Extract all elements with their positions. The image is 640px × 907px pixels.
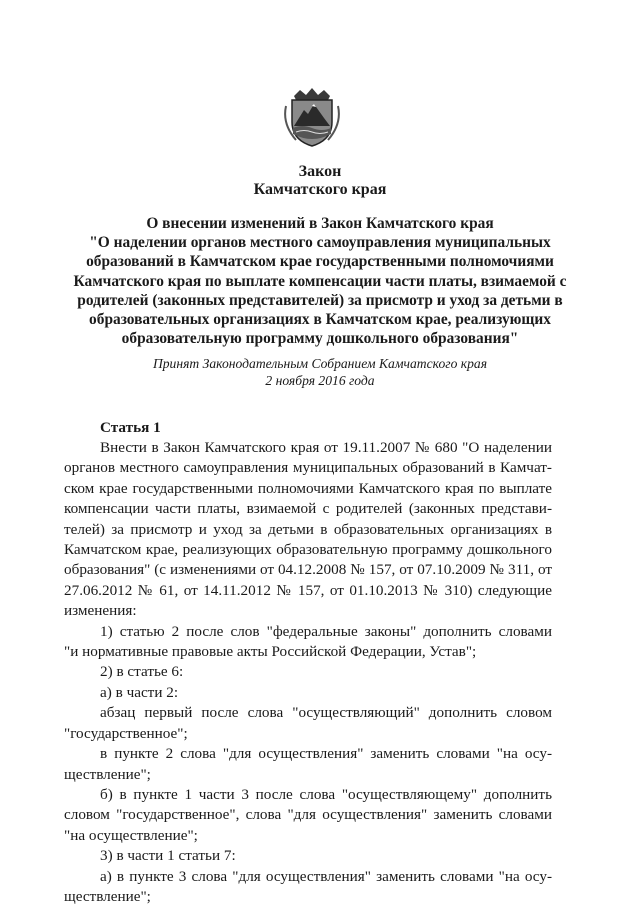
adoption-body: Принят Законодательным Собранием Камчатского края	[152, 356, 488, 371]
kamchatka-coat-of-arms-icon	[272, 86, 352, 148]
article-heading: Статья 1	[100, 419, 161, 436]
subject-line: О внесении изменений в Закон Камчатского края	[146, 215, 494, 232]
body-line: а) в части 2:	[100, 683, 179, 701]
body-line: ществление";	[64, 887, 151, 905]
law-region: Камчатского края	[253, 181, 387, 198]
body-line: "и нормативные правовые акты Российской Федерации, Устав";	[64, 643, 477, 661]
subject-line: образований в Камчатском крае государственными полномочиями	[86, 253, 554, 271]
body-line: "государственное";	[64, 724, 188, 742]
adoption-note	[0, 355, 640, 389]
body-line: изменения:	[64, 602, 137, 620]
body-line: б) в пункте 1 части 3 после слова "осуществляющему" дополнить	[100, 785, 552, 803]
body-line: 3) в части 1 статьи 7:	[100, 847, 236, 865]
body-line: в пункте 2 слова "для осуществления" заменить словами "на осу-	[100, 745, 552, 763]
body-line: абзац первый после слова "осуществляющий" дополнить словом	[100, 704, 552, 722]
body-line: 2) в статье 6:	[100, 663, 184, 681]
body-line: ществление";	[64, 765, 151, 783]
subject-line: родителей (законных представителей) за присмотр и уход за детьми в	[77, 291, 563, 309]
subject-line: Камчатского края по выплате компенсации части платы, взимаемой с	[73, 272, 567, 290]
body-line: 1) статью 2 после слов "федеральные законы" дополнить словами	[100, 622, 552, 640]
adoption-date: 2 ноября 2016 года	[265, 373, 375, 388]
body-line: телей) за присмотр и уход за детьми в образовательных организациях в	[64, 520, 552, 538]
body-line: ском крае государственными полномочиями Камчатского края по выплате	[64, 479, 552, 497]
body-line: а) в пункте 3 слова "для осуществления" заменить словами "на осу-	[100, 867, 552, 885]
law-subject	[56, 214, 584, 348]
body-line: "на осуществление";	[64, 826, 198, 844]
subject-line: образовательных организациях в Камчатском крае, реализующих	[89, 311, 551, 329]
subject-line: "О наделении органов местного самоуправления муниципальных	[89, 234, 551, 252]
article-body	[64, 438, 552, 907]
body-line: Камчатском крае, реализующих образовательную программу дошкольного	[64, 541, 552, 559]
body-line: 27.06.2012 № 61, от 14.11.2012 № 157, от 01.10.2013 № 310) следующие	[64, 581, 552, 599]
body-line: компенсации части платы, взимаемой с родителей (законных представи-	[64, 500, 552, 518]
body-line: словом "государственное", слова "для осуществления" заменить словами	[64, 806, 552, 824]
law-title: Закон	[298, 163, 342, 180]
body-line: органов местного самоуправления муниципальных образований в Камчат-	[64, 459, 552, 477]
body-line: Внести в Закон Камчатского края от 19.11.2007 № 680 "О наделении	[100, 439, 552, 456]
subject-line: образовательную программу дошкольного образования"	[121, 330, 519, 348]
body-line: образования" (с изменениями от 04.12.2008 № 157, от 07.10.2009 № 311, от	[64, 561, 552, 579]
